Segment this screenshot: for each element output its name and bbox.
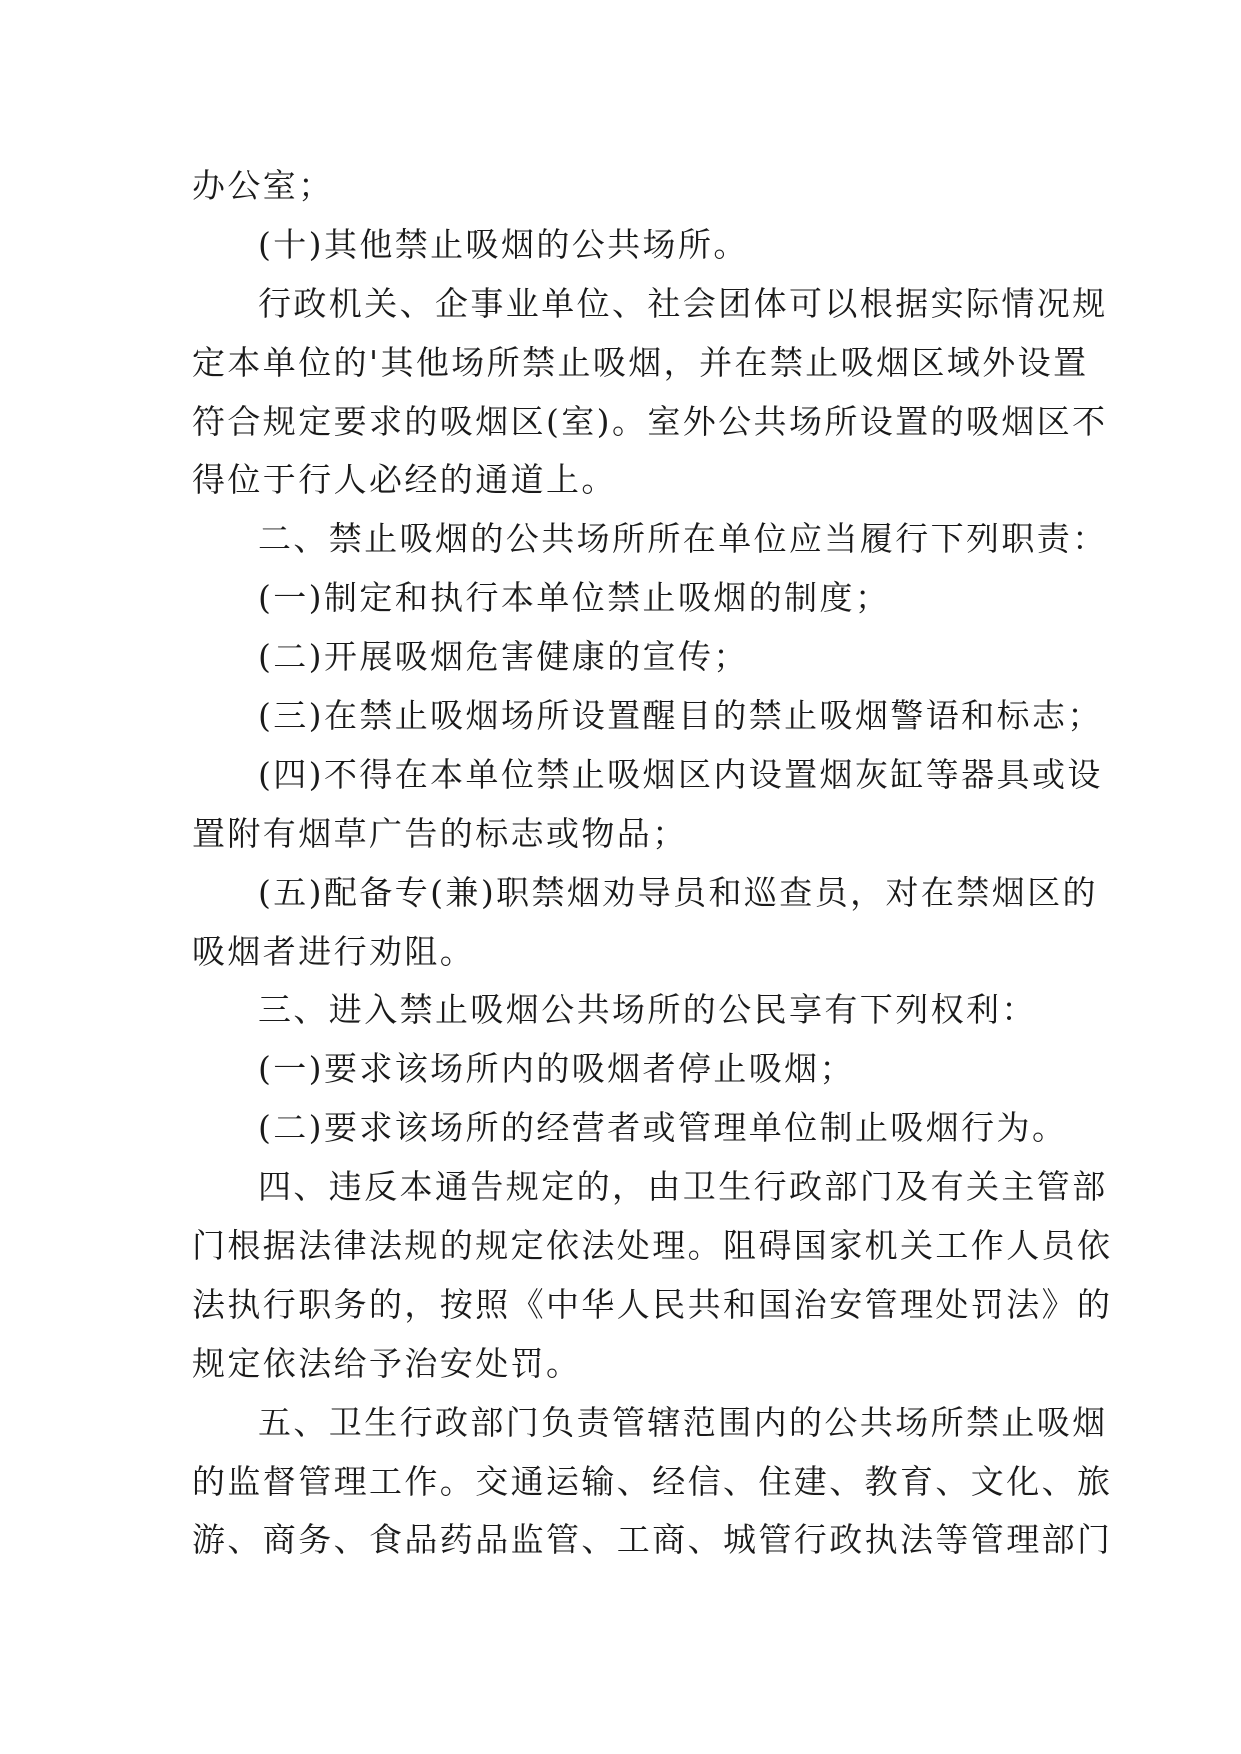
text-line: (十)其他禁止吸烟的公共场所。 (258, 224, 749, 264)
text-line: (三)在禁止吸烟场所设置醒目的禁止吸烟警语和标志； (258, 696, 1103, 736)
text-line: 办公室； (192, 166, 334, 205)
document-body (192, 157, 1113, 1570)
text-line: 二、禁止吸烟的公共场所所在单位应当履行下列职责： (258, 519, 1108, 559)
text-line: 四、违反本通告规定的，由卫生行政部门及有关主管部 (258, 1167, 1108, 1207)
text-line: 五、卫生行政部门负责管辖范围内的公共场所禁止吸烟 (258, 1402, 1108, 1442)
text-line: 规定依法给予治安处罚。 (192, 1343, 582, 1383)
text-line: 法执行职务的，按照《中华人民共和国治安管理处罚法》的 (192, 1284, 1113, 1324)
text-line: 门根据法律法规的规定依法处理。阻碍国家机关工作人员依 (192, 1226, 1113, 1266)
text-line: 置附有烟草广告的标志或物品； (192, 813, 688, 853)
text-line: (二)开展吸烟危害健康的宣传； (258, 637, 749, 677)
text-line: (一)制定和执行本单位禁止吸烟的制度； (258, 578, 891, 618)
text-line: 吸烟者进行劝阻。 (192, 931, 476, 971)
text-line: 行政机关、企事业单位、社会团体可以根据实际情况规 (258, 283, 1108, 323)
text-line: 得位于行人必经的通道上。 (192, 460, 617, 500)
text-line: (二)要求该场所的经营者或管理单位制止吸烟行为。 (258, 1108, 1068, 1148)
text-line: 的监督管理工作。交通运输、经信、住建、教育、文化、旅 (192, 1461, 1113, 1501)
text-line: (四)不得在本单位禁止吸烟区内设置烟灰缸等器具或设 (258, 754, 1103, 794)
text-line: (一)要求该场所内的吸烟者停止吸烟； (258, 1049, 855, 1089)
text-line: (五)配备专(兼)职禁烟劝导员和巡查员，对在禁烟区的 (258, 872, 1098, 912)
text-line: 三、进入禁止吸烟公共场所的公民享有下列权利： (258, 990, 1037, 1030)
text-line: 定本单位的'其他场所禁止吸烟，并在禁止吸烟区域外设置 (192, 342, 1089, 382)
text-line: 符合规定要求的吸烟区(室)。室外公共场所设置的吸烟区不 (192, 401, 1108, 441)
text-line: 游、商务、食品药品监管、工商、城管行政执法等管理部门 (192, 1520, 1113, 1560)
